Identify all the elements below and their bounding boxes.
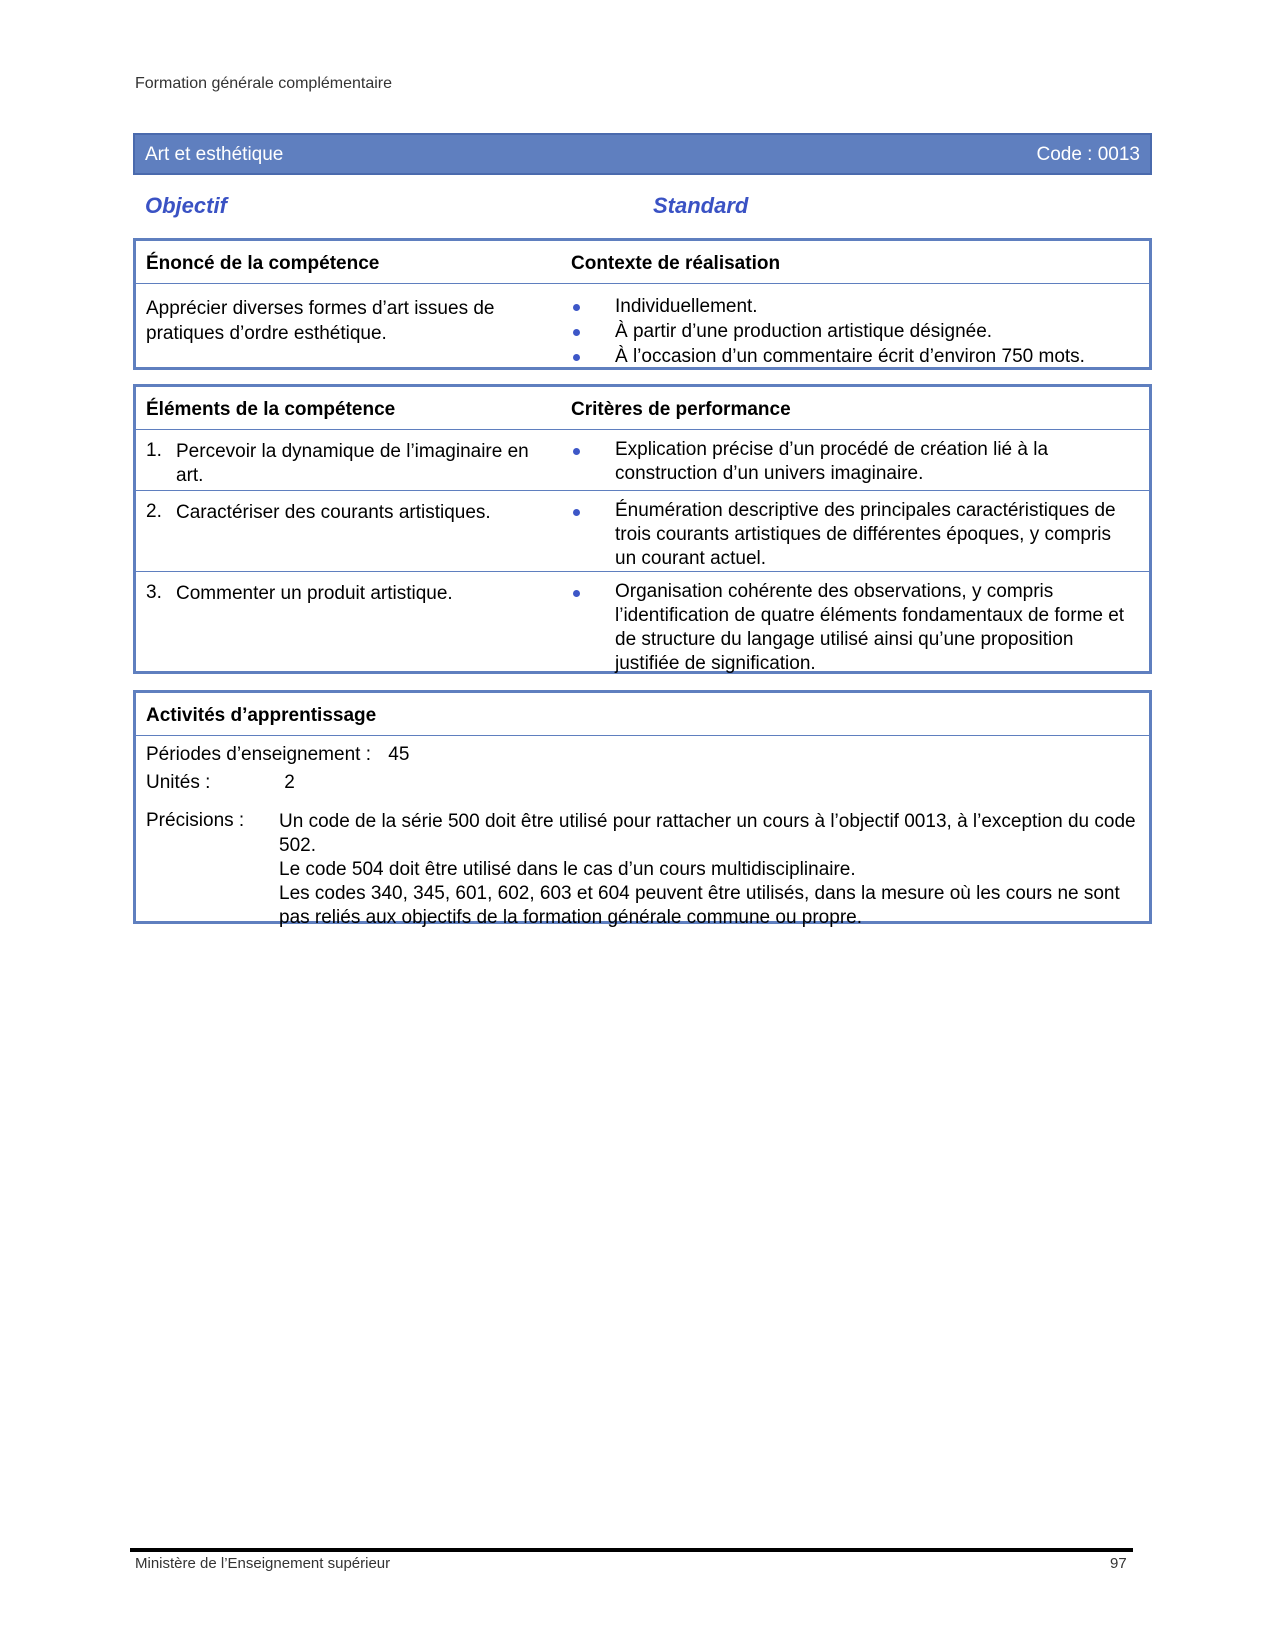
criteria-text: Énumération descriptive des principales caractéristiques de trois courants artistiques de différentes époques, y compris un courant actuel. bbox=[615, 500, 1116, 569]
criteres-header: Critères de performance bbox=[571, 399, 791, 420]
page-number: 97 bbox=[1110, 1555, 1127, 1572]
criteria-text: Organisation cohérente des observations, y compris l’identification de quatre éléments fondamentaux de forme et de structure du langage utilisé ainsi qu’une proposition justifiée de signification. bbox=[615, 581, 1125, 674]
bullet-icon bbox=[573, 448, 580, 455]
activities-box bbox=[133, 690, 1152, 928]
contexte-item: À l’occasion d’un commentaire écrit d’environ 750 mots. bbox=[615, 346, 1085, 367]
section-labels bbox=[133, 193, 1152, 223]
activities-box-header bbox=[136, 693, 1149, 736]
contexte-list bbox=[571, 294, 1085, 369]
enonce-text: Apprécier diverses formes d’art issues de pratiques d’ordre esthétique. bbox=[146, 298, 495, 344]
table-row bbox=[136, 491, 1149, 572]
bullet-icon bbox=[573, 354, 580, 361]
list-item bbox=[571, 344, 1085, 369]
contexte-item: Individuellement. bbox=[615, 296, 758, 317]
element-text: Percevoir la dynamique de l’imaginaire en art. bbox=[176, 441, 529, 486]
periodes-label: Périodes d’enseignement : bbox=[146, 744, 371, 765]
precision-item: Un code de la série 500 doit être utilisé pour rattacher un cours à l’objectif 0013, à l’exception du code 502. bbox=[279, 811, 1136, 856]
unites-line bbox=[146, 772, 295, 794]
table-row bbox=[136, 572, 1149, 674]
footer-publisher: Ministère de l’Enseignement supérieur bbox=[135, 1555, 391, 1572]
precisions-label: Précisions : bbox=[146, 810, 245, 831]
element-text: Caractériser des courants artistiques. bbox=[176, 502, 491, 523]
title-bar bbox=[133, 133, 1152, 175]
contexte-item: À partir d’une production artistique désignée. bbox=[615, 321, 993, 342]
bullet-icon bbox=[573, 329, 580, 336]
element-text: Commenter un produit artistique. bbox=[176, 583, 453, 604]
unites-label: Unités : bbox=[146, 772, 211, 793]
precisions-text bbox=[279, 810, 1139, 930]
elements-box-header bbox=[136, 387, 1149, 430]
course-title: Art et esthétique bbox=[145, 144, 284, 165]
elements-header: Éléments de la compétence bbox=[146, 399, 396, 420]
periodes-value: 45 bbox=[388, 744, 410, 765]
bullet-icon bbox=[573, 590, 580, 597]
competence-box-header bbox=[136, 241, 1149, 284]
unites-value: 2 bbox=[284, 772, 295, 793]
criteria-text: Explication précise d’un procédé de création lié à la construction d’un univers imaginaire. bbox=[615, 439, 1049, 484]
competence-box bbox=[133, 238, 1152, 370]
footer-divider bbox=[130, 1548, 1133, 1552]
precision-item: Les codes 340, 345, 601, 602, 603 et 604 peuvent être utilisés, dans la mesure où les cours ne sont pas reliés aux objectifs de la formation générale commune ou propre. bbox=[279, 883, 1120, 928]
elements-box bbox=[133, 384, 1152, 674]
contexte-header: Contexte de réalisation bbox=[571, 253, 781, 274]
element-number: 1. bbox=[146, 440, 162, 461]
bullet-icon bbox=[573, 509, 580, 516]
element-number: 2. bbox=[146, 501, 162, 522]
periodes-line bbox=[146, 744, 409, 766]
course-code: Code : 0013 bbox=[1036, 144, 1140, 165]
table-row bbox=[136, 430, 1149, 491]
list-item bbox=[571, 319, 1085, 344]
activities-header: Activités d’apprentissage bbox=[146, 705, 377, 726]
objectif-label: Objectif bbox=[145, 193, 227, 218]
enonce-header: Énoncé de la compétence bbox=[146, 253, 380, 274]
precision-item: Le code 504 doit être utilisé dans le cas d’un cours multidisciplinaire. bbox=[279, 859, 856, 880]
standard-label: Standard bbox=[653, 193, 749, 218]
element-number: 3. bbox=[146, 582, 162, 603]
running-header: Formation générale complémentaire bbox=[135, 75, 393, 92]
list-item bbox=[571, 294, 1085, 319]
bullet-icon bbox=[573, 304, 580, 311]
